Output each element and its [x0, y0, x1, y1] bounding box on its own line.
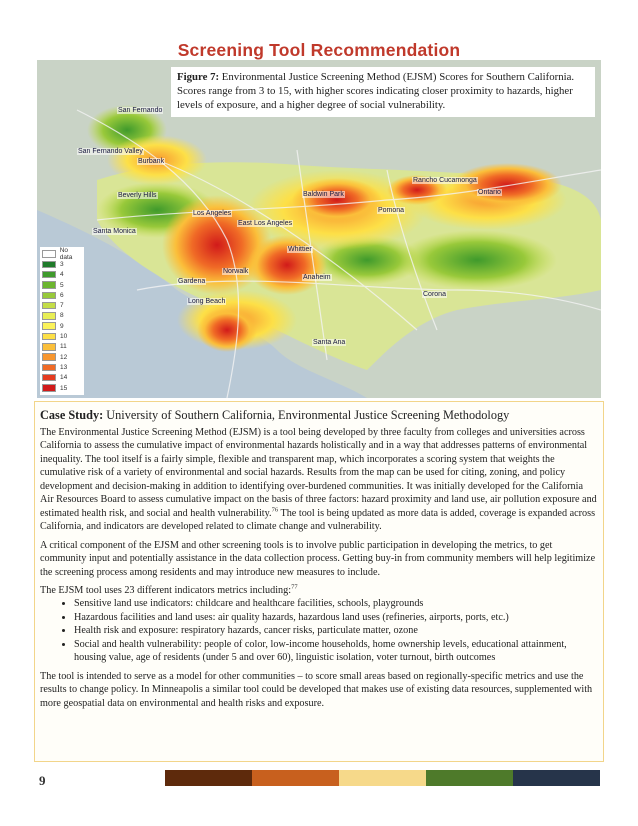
legend-swatch: [42, 271, 56, 279]
legend-entry: [42, 321, 82, 331]
legend-label: 8: [60, 312, 64, 320]
place-label: Pomona: [378, 207, 405, 214]
figure-label: Figure 7:: [177, 71, 220, 83]
place-label: Anaheim: [303, 274, 331, 281]
legend-swatch: [42, 250, 56, 258]
legend-label: 3: [60, 260, 64, 268]
place-label: Gardena: [178, 278, 206, 285]
legend-entry: [42, 270, 82, 280]
map-legend: [40, 247, 84, 395]
legend-swatch: [42, 333, 56, 341]
place-label: Santa Ana: [313, 339, 346, 346]
figure-caption-text: Environmental Justice Screening Method (EJSM) Scores for Southern California. Scores range from 3 to 15, with higher scores indicating closer proximity to hazards, higher levels of exposure, and a higher degree of social vulnerability.: [177, 71, 575, 111]
legend-swatch: [42, 343, 56, 351]
paragraph-4: The tool is intended to serve as a model for other communities – to score small areas based on regionally-specific metrics and use the results to change policy. In Minneapolis a similar tool could be developed that makes use of existing data resources, supplemented with more geospatial data on environmental and health risks and exposure.: [40, 670, 593, 709]
place-label: Whittier: [288, 246, 312, 253]
place-label: Santa Monica: [93, 228, 136, 235]
paragraph-1: [40, 426, 597, 534]
legend-entry: [42, 342, 82, 352]
footer-bar: [426, 770, 513, 786]
list-item: • Hazardous facilities and land uses: air quality hazards, hazardous land uses (refineries, airports, ports, etc.): [74, 611, 597, 624]
legend-label: 11: [60, 343, 67, 351]
footer-bar: [339, 770, 426, 786]
page-title: Screening Tool Recommendation: [177, 40, 461, 60]
legend-entry: [42, 280, 82, 290]
paragraph-3-text: The EJSM tool uses 23 different indicators metrics including:: [40, 584, 292, 596]
place-label: Rancho Cucamonga: [413, 177, 477, 184]
place-label: East Los Angeles: [238, 220, 293, 227]
legend-entry: [42, 247, 82, 262]
legend-swatch: [42, 364, 56, 372]
paragraph-1-end: The tool is being updated as more data is added, coverage is expanded across California, and indicators are developed related to climate change and vulnerability.: [40, 507, 596, 533]
legend-entry: [42, 352, 82, 362]
case-study-box: [34, 401, 604, 762]
case-study-title: University of Southern California, Environmental Justice Screening Methodology: [103, 408, 510, 422]
legend-label: 10: [60, 333, 68, 341]
place-label: Baldwin Park: [303, 191, 344, 198]
legend-entry: [42, 300, 82, 310]
legend-label: 7: [60, 302, 64, 310]
place-label: Long Beach: [188, 298, 226, 305]
paragraph-2: A critical component of the EJSM and other screening tools is to involve public participation in developing the metrics, to get community input and potentially assistance in the data collection process. Getting buy-in from community members will help legitimize the screening process among residents and may introduce new measures to include.: [40, 539, 596, 578]
case-study-label: Case Study:: [40, 408, 104, 422]
indicator-list: [40, 597, 597, 664]
place-label: San Fernando: [118, 107, 163, 114]
place-label: Ontario: [478, 189, 501, 196]
legend-label: 14: [60, 374, 68, 382]
list-item: • Sensitive land use indicators: childcare and healthcare facilities, schools, playgrounds: [74, 597, 597, 610]
legend-entry: [42, 373, 82, 383]
legend-label: 15: [60, 384, 68, 392]
footer-bar: [513, 770, 600, 786]
place-label: Norwalk: [223, 268, 249, 275]
legend-label: 13: [60, 363, 68, 371]
place-label: San Fernando Valley: [78, 148, 143, 155]
case-study-heading: [40, 407, 597, 423]
legend-entry: [42, 383, 82, 393]
paragraph-1-text: The Environmental Justice Screening Method (EJSM) is a tool being developed by three faculty from colleges and universities across California to assess the cumulative impact of environmental hazards holistically and in a way that addresses patterns of environmental inequality. The tool itself is a fairly simple, flexible and transparent map, which incorporates a scoring system that weights the cumulative risk of a variety of environmental and social hazards. Results from the map can be used for citing, zoning, and policy development and decision-making in addition to identifying over-burdened communities. It was initially developed for the California Air Resources Board to assess cumulative impact on the basis of three factors: hazard proximity and land use, air pollution exposure and estimated health risk, and social and health vulnerability.: [40, 427, 597, 519]
place-label: Corona: [423, 291, 446, 298]
legend-swatch: [42, 322, 56, 330]
footer-bar: [252, 770, 339, 786]
footnote-ref: 76: [271, 506, 279, 514]
legend-entry: [42, 311, 82, 321]
place-label: Los Angeles: [193, 210, 232, 217]
footer-color-bars: [165, 770, 600, 786]
paragraph-3: [40, 584, 597, 597]
legend-label: 4: [60, 271, 64, 279]
place-label: Beverly Hills: [118, 192, 157, 199]
legend-swatch: [42, 302, 56, 310]
legend-entry: [42, 331, 82, 341]
footer-bar: [165, 770, 252, 786]
legend-label: No data: [59, 247, 73, 262]
legend-entry: [42, 290, 82, 300]
legend-label: 12: [60, 353, 68, 361]
legend-label: 9: [60, 322, 64, 330]
legend-label: 5: [60, 281, 64, 289]
legend-swatch: [42, 312, 56, 320]
figure-caption: [171, 67, 595, 117]
page-number: 9: [39, 773, 46, 788]
legend-swatch: [42, 281, 56, 289]
footnote-ref: 77: [291, 583, 298, 591]
legend-swatch: [42, 353, 56, 361]
list-item: • Health risk and exposure: respiratory hazards, cancer risks, particulate matter, ozone: [74, 624, 597, 637]
legend-swatch: [42, 261, 56, 269]
place-label: Burbank: [138, 158, 165, 165]
legend-swatch: [42, 374, 56, 382]
list-item: • Social and health vulnerability: people of color, low-income households, home ownership levels, educational attainment, housing value, age of residents (under 5 and over 60), linguistic isolation, voter turnout, birth outcomes: [74, 638, 597, 665]
legend-swatch: [42, 384, 56, 392]
legend-swatch: [42, 292, 56, 300]
legend-entry: [42, 362, 82, 372]
legend-label: 6: [60, 291, 64, 299]
